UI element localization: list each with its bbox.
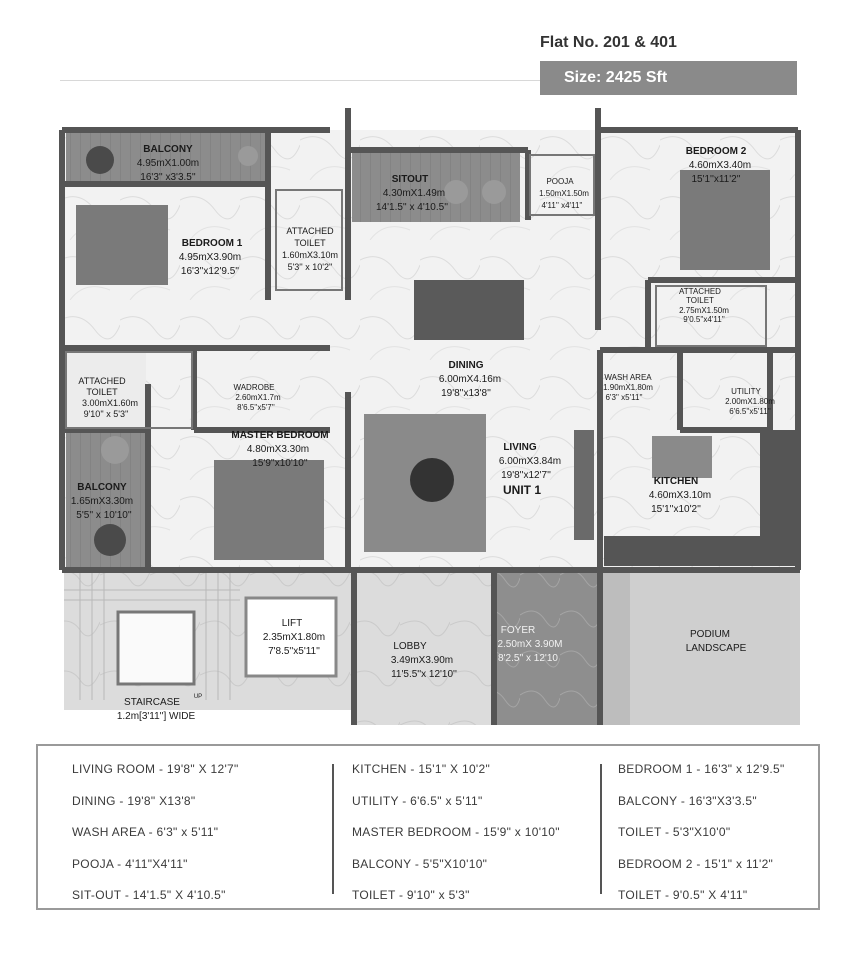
chair-4 [444,180,468,204]
legend-item: LIVING ROOM - 19'8" X 12'7" [72,762,239,776]
balcony-left-dim: 1.65mX3.30m [70,496,134,507]
dining-dim: 6.00mX4.16m [438,374,502,385]
dining-name: DINING [448,360,484,371]
pooja-dim: 1.50mX1.50m [539,189,589,198]
balcony-top-imp: 16'3'' x3'3.5'' [140,172,196,183]
legend-item: SIT-OUT - 14'1.5" X 4'10.5" [72,888,226,902]
bedroom1-dim: 4.95mX3.90m [178,252,242,263]
bedroom1-name: BEDROOM 1 [181,238,243,249]
legend-divider [600,764,602,894]
bedroom1-imp: 16'3''x12'9.5'' [180,266,240,277]
sitout-imp: 14'1.5'' x 4'10.5'' [375,202,449,213]
kitchen-dim: 4.60mX3.10m [648,490,712,501]
unit-label: UNIT 1 [502,483,542,497]
att-toilet3-imp: 9'10'' x 5'3'' [83,409,129,419]
att-toilet2-imp: 9'0.5''x4'11'' [683,315,725,324]
balcony-top-dim: 4.95mX1.00m [136,158,200,169]
legend-item: BEDROOM 1 - 16'3" x 12'9.5" [618,762,785,776]
utility-dim: 2.00mX1.80m [725,397,775,406]
tv-unit [574,430,594,540]
master-imp: 15'9''x10'10'' [252,458,308,469]
plant-1 [86,146,114,174]
foyer-dim: 2.50mX 3.90M [497,639,563,650]
sitout-name: SITOUT [391,174,429,185]
legend-divider [332,764,334,894]
att-toilet3-dim: 3.00mX1.60m [81,398,139,408]
kitchen-island [652,436,712,478]
att-toilet3-name1: ATTACHED [78,376,126,386]
utility-name: UTILITY [731,387,761,396]
foyer-name: FOYER [500,625,536,636]
wash-imp: 6'3'' x5'11'' [605,393,643,402]
podium-name1: PODIUM [690,629,730,640]
chair-2 [101,436,129,464]
coffee-table [410,458,454,502]
att-toilet2-name1: ATTACHED [679,287,721,296]
balcony-top-name: BALCONY [143,144,193,155]
bedroom2-dim: 4.60mX3.40m [688,160,752,171]
plant-2 [94,524,126,556]
wash-dim: 1.90mX1.80m [603,383,653,392]
lift-name: LIFT [281,618,303,629]
att-toilet1-name2: TOILET [294,238,326,248]
dining-imp: 19'8''x13'8'' [441,388,491,399]
kitchen-imp: 15'1''x10'2'' [651,504,701,515]
legend-item: KITCHEN - 15'1" X 10'2" [352,762,491,776]
legend-item: UTILITY - 6'6.5" x 5'11" [352,793,483,808]
dimension-legend [36,744,820,910]
master-name: MASTER BEDROOM [231,430,329,441]
utility-imp: 6'6.5''x5'11'' [729,407,771,416]
sitout-dim: 4.30mX1.49m [382,188,446,199]
wash-name: WASH AREA [604,373,652,382]
att-toilet2-name2: TOILET [686,296,714,305]
att-toilet2-dim: 2.75mX1.50m [679,306,729,315]
legend-item: BEDROOM 2 - 15'1" x 11'2" [618,856,774,871]
podium-name2: LANDSCAPE [685,643,747,654]
legend-item: TOILET - 9'10" x 5'3" [352,888,470,902]
kitchen-counter-bottom [604,536,796,566]
legend-item: TOILET - 9'0.5" X 4'11" [618,888,748,902]
att-toilet3-name2: TOILET [86,387,118,397]
legend-item: POOJA - 4'11"X4'11" [72,856,188,871]
legend-column-2 [352,754,560,912]
att-toilet1-dim: 1.60mX3.10m [281,250,339,260]
legend-column-1 [72,754,239,912]
lobby-dim: 3.49mX3.90m [390,655,454,666]
staircase-name: STAIRCASE [124,697,180,708]
bedroom2-name: BEDROOM 2 [685,146,747,157]
legend-column-3 [618,754,785,912]
balcony-left-name: BALCONY [77,482,127,493]
bed-1 [76,205,168,285]
balcony-left-imp: 5'5'' x 10'10'' [76,510,132,521]
kitchen-counter [760,430,796,540]
legend-item: BALCONY - 5'5"X10'10" [352,856,488,871]
staircase-up: UP [193,694,203,700]
living-imp: 19'8''x12'7'' [501,470,551,481]
master-dim: 4.80mX3.30m [246,444,310,455]
legend-item: TOILET - 5'3"X10'0" [618,825,731,839]
living-name: LIVING [503,442,537,453]
size-banner: Size: 2425 Sft [540,61,797,95]
legend-item: MASTER BEDROOM - 15'9" x 10'10" [352,825,560,839]
lobby-name: LOBBY [393,641,427,652]
bed-master [214,460,324,560]
legend-item: BALCONY - 16'3"X3'3.5" [618,793,757,808]
chair-1 [238,146,258,166]
att-toilet1-imp: 5'3'' x 10'2'' [287,262,333,272]
legend-item: WASH AREA - 6'3" x 5'11" [72,825,219,839]
staircase-dim: 1.2m[3'11''] WIDE [116,711,196,722]
dining-table [414,280,524,340]
chair-3 [482,180,506,204]
flat-title: Flat No. 201 & 401 [540,34,677,51]
pooja-imp: 4'11'' x4'11'' [541,201,583,210]
pooja-name: POOJA [546,177,574,186]
lobby-imp: 11'5.5''x 12'10'' [391,669,457,680]
bed-2 [680,170,770,270]
legend-item: DINING - 19'8" X13'8" [72,793,196,808]
bedroom2-imp: 15'1''x11'2'' [691,174,741,185]
lift-imp: 7'8.5''x5'11'' [268,646,320,657]
att-toilet1-name1: ATTACHED [286,226,334,236]
wadrobe-imp: 8'6.5''x5'7'' [237,403,275,412]
wadrobe-dim: 2.60mX1.7m [235,393,281,402]
living-dim: 6.00mX3.84m [498,456,562,467]
wadrobe-name: WADROBE [233,383,275,392]
kitchen-name: KITCHEN [653,476,699,487]
lift-dim: 2.35mX1.80m [262,632,326,643]
foyer-imp: 8'2.5'' x 12'10 [498,653,558,664]
